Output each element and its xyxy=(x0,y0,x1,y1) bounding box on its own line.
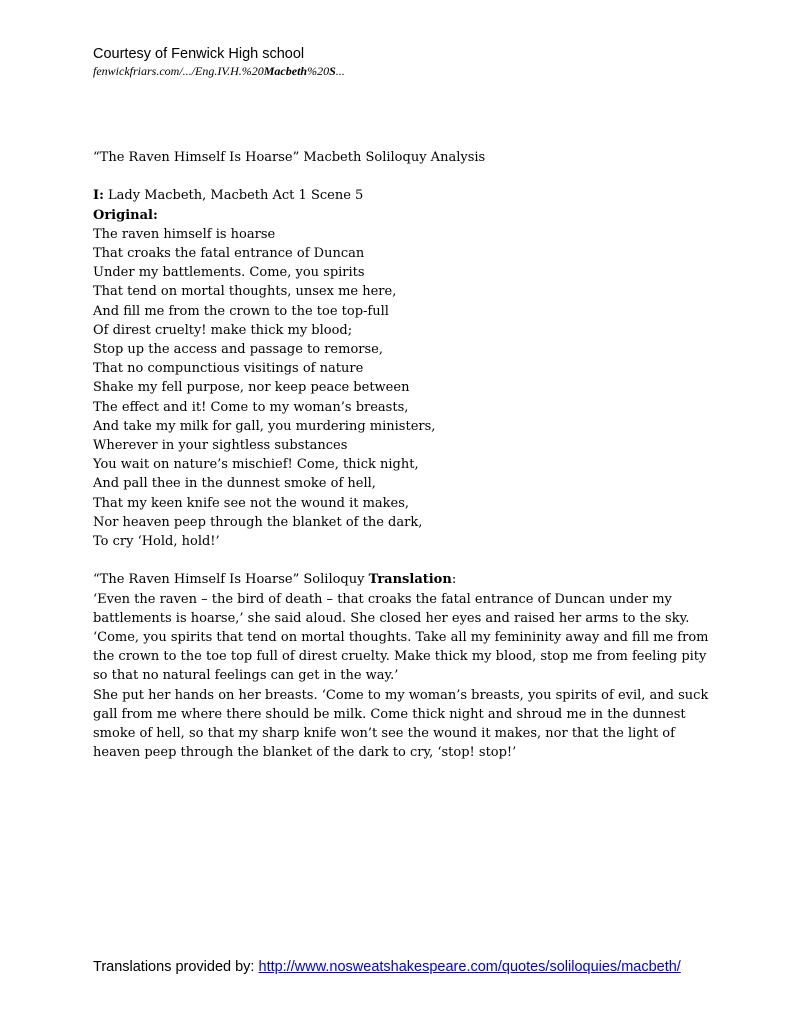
verse-line: That croaks the fatal entrance of Duncan xyxy=(93,246,365,261)
page-footer xyxy=(93,958,733,976)
verse-line: You wait on nature’s mischief! Come, thick night, xyxy=(93,457,419,473)
section-heading xyxy=(93,186,713,205)
page-header xyxy=(93,45,733,79)
verse-line: Under my battlements. Come, you spirits xyxy=(93,265,365,281)
verse-line: And take my milk for gall, you murdering ministers, xyxy=(93,418,436,434)
verse-line: Wherever in your sightless substances xyxy=(93,438,348,454)
verse-line: That tend on mortal thoughts, unsex me here, xyxy=(93,284,397,300)
verse-line: That no compunctious visitings of nature xyxy=(93,361,364,377)
document-title: “The Raven Himself Is Hoarse” Macbeth Soliloquy Analysis xyxy=(93,150,486,165)
verse-line: Of direst cruelty! make thick my blood; xyxy=(93,322,353,338)
section-text: Lady Macbeth, Macbeth Act 1 Scene 5 xyxy=(103,188,364,204)
header-title: Courtesy of Fenwick High school xyxy=(93,46,305,62)
footer-link[interactable]: http://www.nosweatshakespeare.com/quotes/soliloquies/macbeth/ xyxy=(258,959,681,975)
section-label: I: xyxy=(93,188,104,204)
verse-line: The raven himself is hoarse xyxy=(93,226,276,242)
verse-line: And pall thee in the dunnest smoke of hell, xyxy=(93,476,376,492)
verse-line: And fill me from the crown to the toe top-full xyxy=(93,303,389,319)
verse-line: The effect and it! Come to my woman’s breasts, xyxy=(93,399,409,415)
translation-text xyxy=(93,590,713,763)
verse-line: Nor heaven peep through the blanket of the dark, xyxy=(93,514,423,530)
translation-paragraph: She put her hands on her breasts. ‘Come to my woman’s breasts, you spirits of evil, and suck gall from me where there should be milk. Come thick night and shroud me in the dunnest smoke of hell, so that my sharp knife won’t see the wound it makes, nor that the light of heaven peep through the blanket of the dark to cry, ‘stop! stop!’ xyxy=(93,687,709,761)
header-source-url: fenwickfriars.com/.../Eng.IV.H.%20Macbeth%20S... xyxy=(93,64,345,78)
verse-line: That my keen knife see not the wound it makes, xyxy=(93,495,410,511)
document-body xyxy=(93,148,713,762)
verse-line: To cry ‘Hold, hold!’ xyxy=(93,534,220,550)
original-label: Original: xyxy=(93,207,158,223)
original-verse xyxy=(93,225,713,551)
verse-line: Shake my fell purpose, nor keep peace between xyxy=(93,380,410,396)
translation-paragraph: ‘Even the raven – the bird of death – that croaks the fatal entrance of Duncan under my battlements is hoarse,’ she said aloud. She closed her eyes and raised her arms to the sky. ‘Come, you spirits that tend on mortal thoughts. Take all my femininity away and fill me from the crown to the toe top full of direst cruelty. Make thick my blood, stop me from feeling pity so that no natural feelings can get in the way.’ xyxy=(93,591,709,684)
verse-line: Stop up the access and passage to remorse, xyxy=(93,342,383,358)
footer-label: Translations provided by: xyxy=(93,959,259,975)
translation-heading: “The Raven Himself Is Hoarse” Soliloquy Translation: xyxy=(93,572,457,588)
